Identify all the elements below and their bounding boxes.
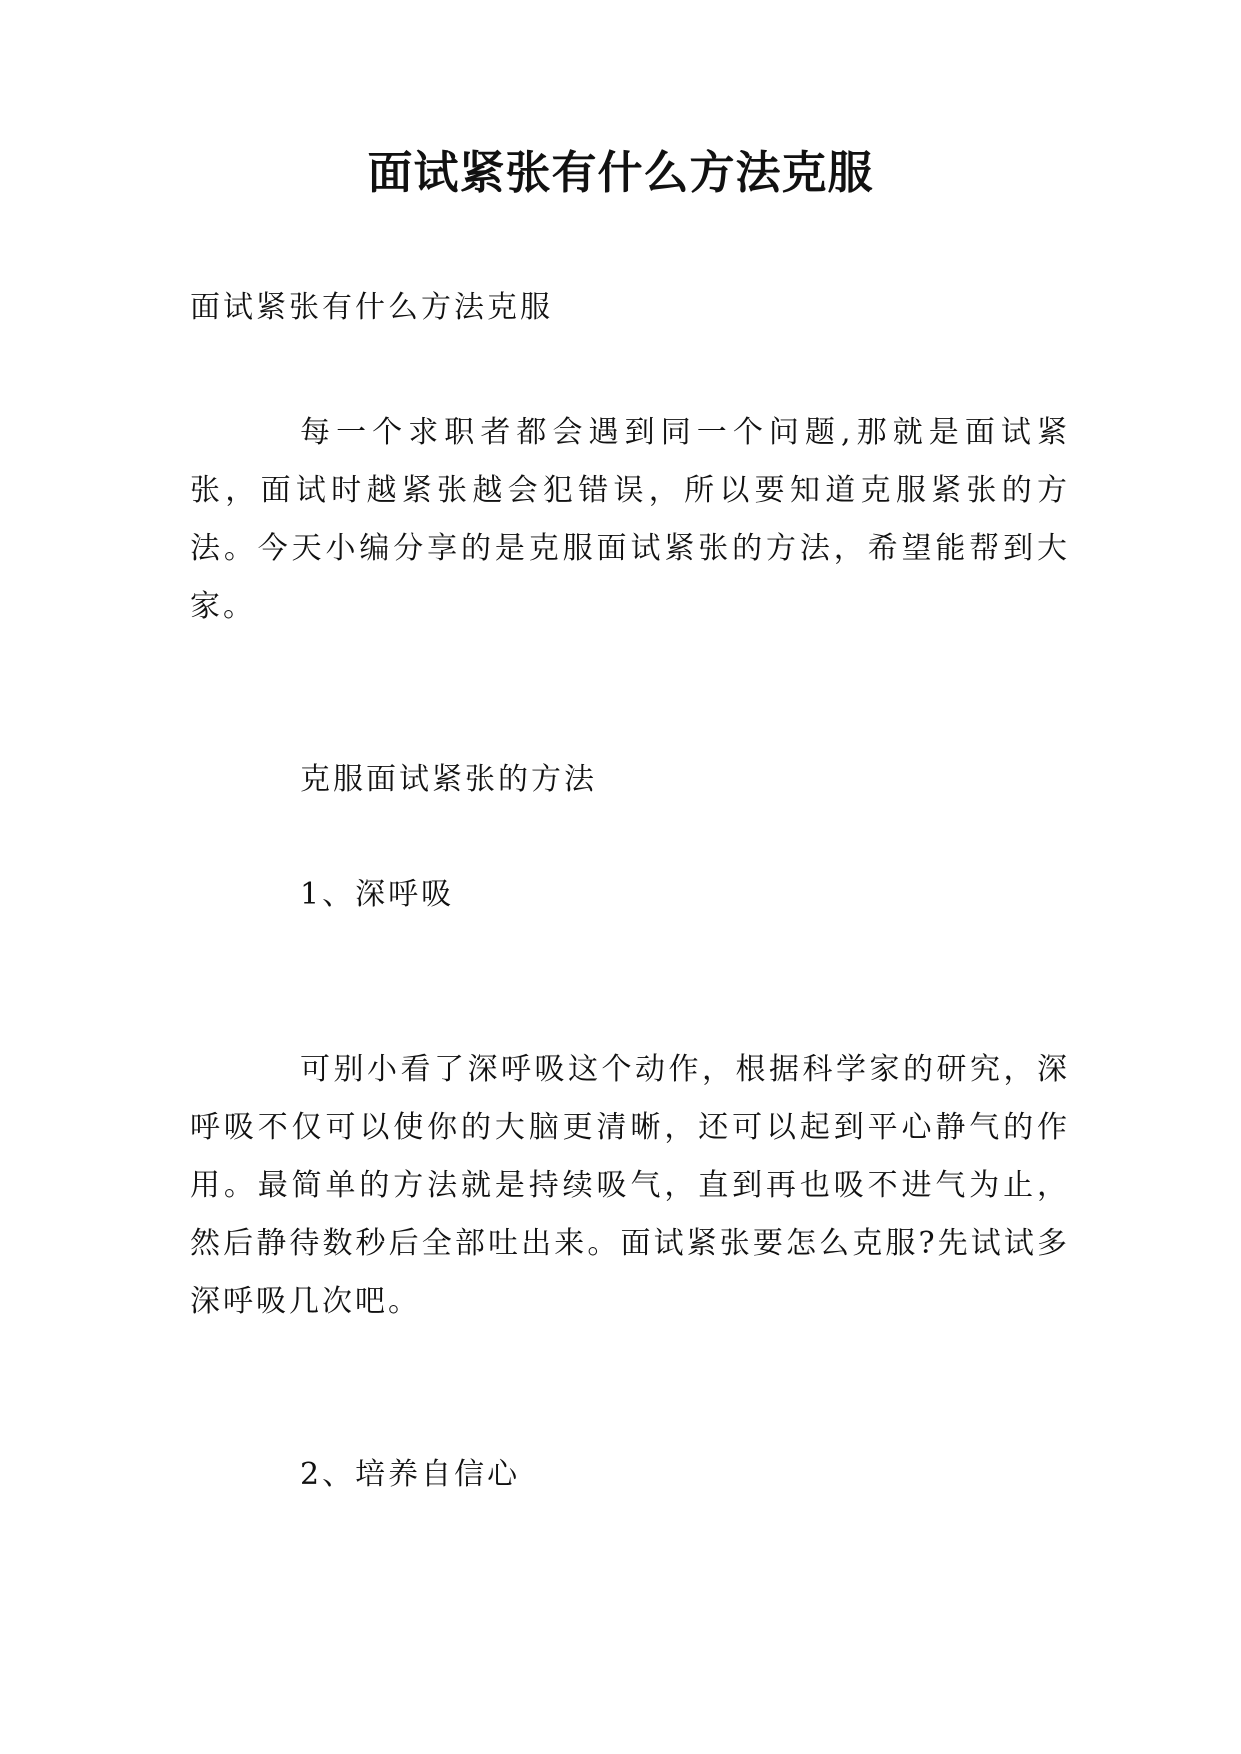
subtitle: 面试紧张有什么方法克服 [190, 290, 553, 325]
page-title: 面试紧张有什么方法克服 [367, 146, 874, 199]
item-1-heading: 1、深呼吸 [300, 877, 455, 912]
intro-paragraph: 每一个求职者都会遇到同一个问题,那就是面试紧张，面试时越紧张越会犯错误，所以要知道克服紧张的方法。今天小编分享的是克服面试紧张的方法，希望能帮到大家。 [190, 415, 1070, 624]
item-2-heading: 2、培养自信心 [300, 1457, 521, 1492]
section-heading: 克服面试紧张的方法 [300, 762, 597, 797]
item-1-paragraph: 可别小看了深呼吸这个动作，根据科学家的研究，深呼吸不仅可以使你的大脑更清晰，还可以起到平心静气的作用。最简单的方法就是持续吸气，直到再也吸不进气为止，然后静待数秒后全部吐出来。面试紧张要怎么克服?先试试多深呼吸几次吧。 [190, 1052, 1070, 1319]
